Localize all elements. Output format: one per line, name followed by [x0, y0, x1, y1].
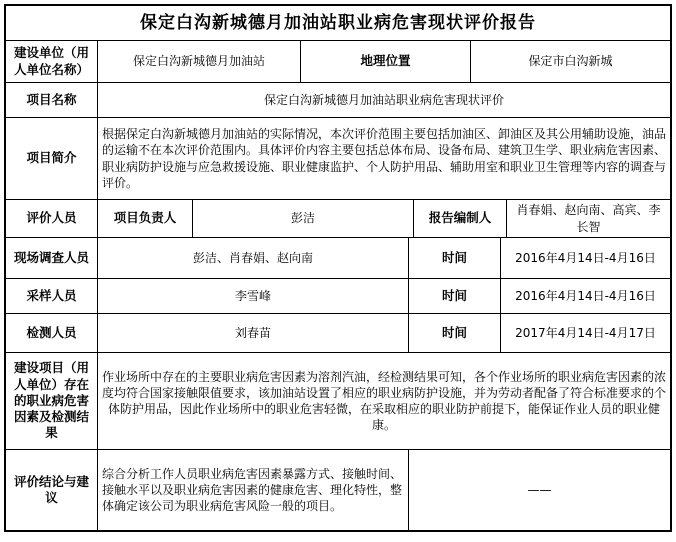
evaluators-label: 评价人员 [26, 210, 77, 226]
sampling-row [6, 278, 670, 313]
evaluators-row [6, 199, 670, 237]
hazards-value: 作业场所中存在的主要职业病危害因素为溶剂汽油，经检测结果可知，各个作业场所的职业病危害因素的浓度均符合国家接触限值要求，该加油站设置了相应的职业病防护设施，并为劳动者配备了符合标准要求的个体防护用品，因此作业场所中的职业危害轻微，在采取相应的职业防护前提下，能保证作业人员的职业健康。 [97, 353, 670, 449]
testing-time-label: 时间 [408, 314, 500, 352]
conclusion-note: —— [408, 450, 670, 530]
project-leader-value: 彭洁 [192, 200, 413, 237]
unit-value: 保定白沟新城德月加油站 [97, 41, 300, 82]
project-leader-label: 项目负责人 [97, 200, 192, 237]
site-survey-time-value: 2016年4月14日-4月16日 [500, 238, 670, 278]
conclusion-label: 评价结论与建议 [13, 473, 89, 505]
project-intro-row [6, 117, 670, 199]
sampling-time-value: 2016年4月14日-4月16日 [500, 279, 670, 313]
site-survey-row [6, 237, 670, 278]
sampling-time-label: 时间 [408, 279, 500, 313]
site-survey-value: 彭洁、肖春娟、赵向南 [97, 238, 408, 278]
testing-row [6, 313, 670, 352]
unit-row [6, 40, 670, 82]
site-survey-label: 现场调查人员 [13, 249, 89, 265]
location-label: 地理位置 [300, 41, 470, 82]
report-writers-value: 肖春娟、赵向南、高宾、李长智 [506, 200, 670, 237]
report-title: 保定白沟新城德月加油站职业病危害现状评价报告 [140, 12, 536, 33]
project-name-value: 保定白沟新城德月加油站职业病危害现状评价 [97, 83, 670, 117]
project-name-row [6, 82, 670, 117]
sampling-value: 李雪峰 [97, 279, 408, 313]
hazards-label: 建设项目（用人单位）存在的职业病危害因素及检测结果 [13, 360, 89, 441]
sampling-label: 采样人员 [26, 287, 77, 303]
testing-label: 检测人员 [26, 324, 77, 340]
report-writers-label: 报告编制人 [413, 200, 506, 237]
site-survey-time-label: 时间 [408, 238, 500, 278]
project-intro-value: 根据保定白沟新城德月加油站的实际情况，本次评价范围主要包括加油区、卸油区及其公用辅助设施，油品的运输不在本次评价范围内。具体评价内容主要包括总体布局、设备布局、建筑卫生学、职业病危害因素、职业病防护设施与应急救援设施、职业健康监护、个人防护用品、辅助用室和职业卫生管理等内容的调查与评价。 [97, 118, 670, 199]
location-value: 保定市白沟新城 [470, 41, 670, 82]
hazards-row [6, 352, 670, 449]
testing-value: 刘春苗 [97, 314, 408, 352]
unit-label: 建设单位（用人单位名称） [13, 45, 89, 77]
conclusion-row [6, 449, 670, 530]
project-name-label: 项目名称 [26, 91, 77, 107]
report-title-row [6, 6, 670, 40]
conclusion-value: 综合分析工作人员职业病危害因素暴露方式、接触时间、接触水平以及职业病危害因素的健康危害、理化特性，整体确定该公司为职业病危害风险一般的项目。 [97, 450, 408, 530]
evaluation-report-table [4, 4, 672, 532]
project-intro-label: 项目简介 [26, 150, 77, 166]
testing-time-value: 2017年4月14日-4月17日 [500, 314, 670, 352]
